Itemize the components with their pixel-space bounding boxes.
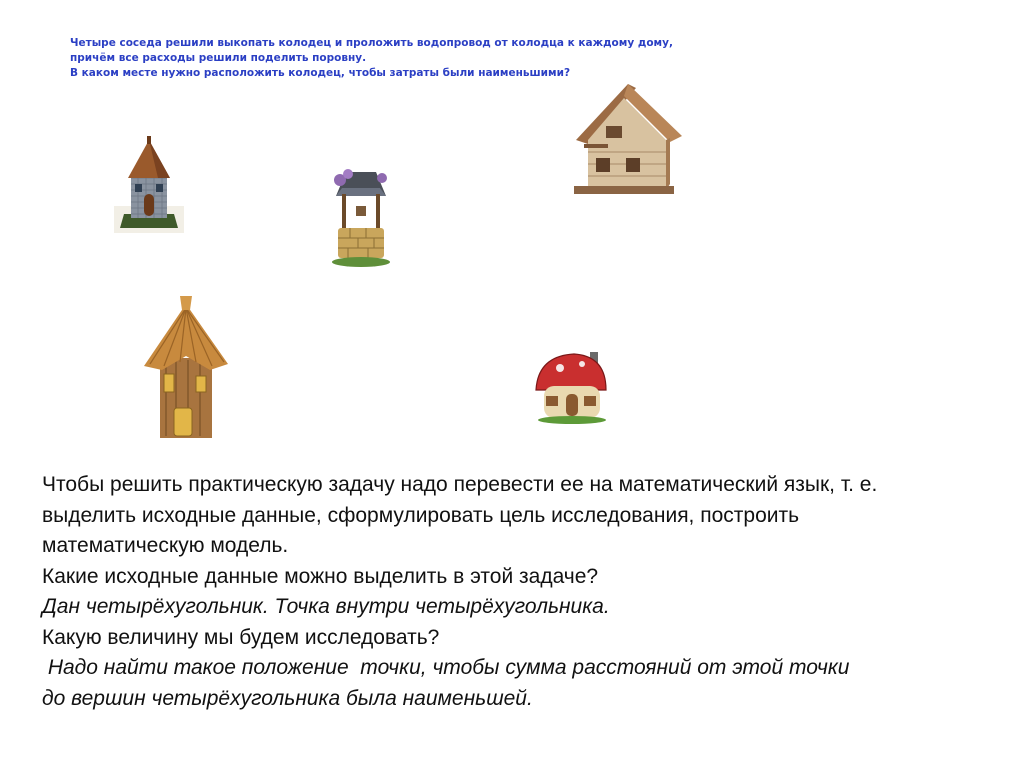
question-1: Какие исходные данные можно выделить в этой задаче? [42, 564, 599, 588]
main-text [42, 470, 992, 714]
wishing-well-image [330, 166, 392, 268]
intro-line-1: Чтобы решить практическую задачу надо перевести ее на математический язык, т. е. [42, 473, 878, 496]
answer-1: Дан четырёхугольник. Точка внутри четырёхугольника. [42, 595, 610, 618]
mushroom-house-image [530, 350, 610, 424]
problem-line-3: В каком месте нужно расположить колодец, чтобы затраты были наименьшими? [70, 67, 571, 79]
wooden-chalet-house-image [566, 80, 686, 204]
answer-2-line-2: до вершин четырёхугольника была наименьшей. [42, 686, 533, 710]
straw-roof-house-image [140, 296, 232, 444]
answer-2-line-1: Надо найти такое положение точки, чтобы сумма расстояний от этой точки [42, 656, 850, 679]
problem-line-1: Четыре соседа решили выкопать колодец и проложить водопровод от колодца к каждому дому, [70, 37, 673, 49]
intro-line-2: выделить исходные данные, сформулировать цель исследования, построить [42, 503, 800, 527]
problem-line-2: причём все расходы решили поделить поровну. [70, 52, 367, 64]
question-2: Какую величину мы будем исследовать? [42, 625, 440, 649]
problem-statement [70, 36, 690, 81]
intro-line-3: математическую модель. [42, 534, 289, 557]
stone-tower-house-image [114, 136, 184, 233]
